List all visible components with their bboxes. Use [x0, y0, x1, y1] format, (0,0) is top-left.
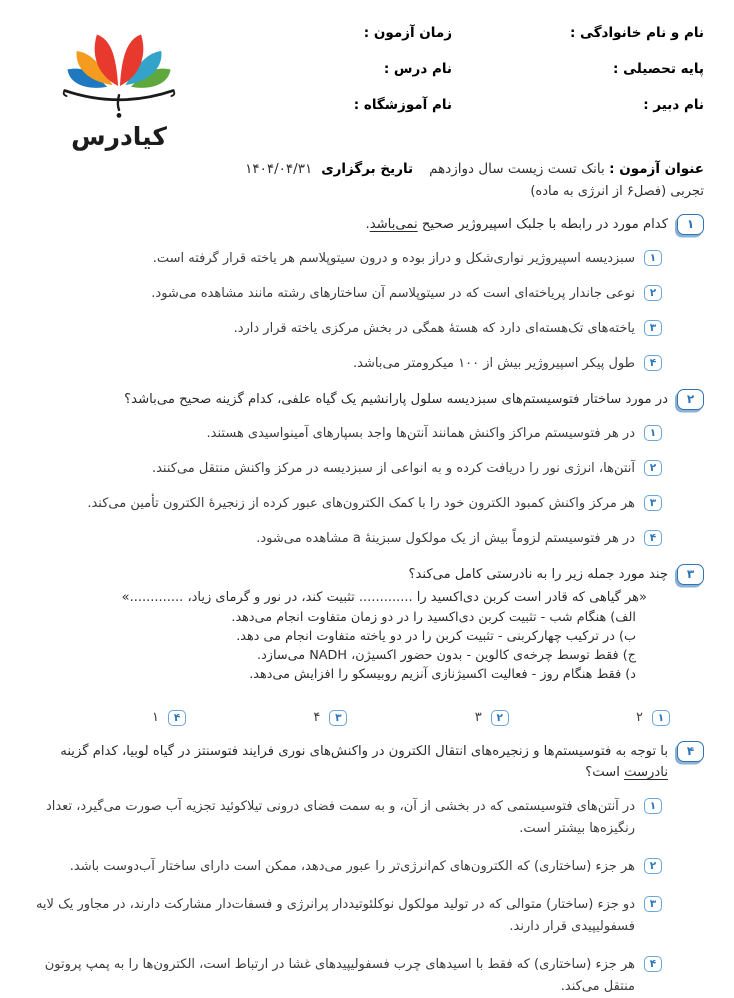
- option-text: هر جزء (ساختاری) که الکترون‌های کم‌انرژی‌تر را عبور می‌دهد، ممکن است دارای ساختار آب‌دوست باشد.: [69, 859, 635, 874]
- question-stem: با توجه به فتوسیستم‌ها و زنجیره‌های انتقال الکترون در واکنش‌های نوری فرایند فتوسنتز در گیاه لوبیا، کدام گزینه نادرست است؟: [60, 744, 668, 780]
- exam-title: [429, 161, 704, 177]
- header: [24, 16, 704, 151]
- header-fields-middle: [214, 16, 452, 116]
- option-number-badge: ۱: [652, 710, 670, 726]
- exam-title-line2: تجربی (فصل۶ از انرژی به ماده): [530, 184, 704, 199]
- option-3: [24, 493, 662, 514]
- option-1: [24, 423, 662, 444]
- option-number-badge: ۴: [644, 956, 662, 972]
- answer-option-2: [475, 708, 509, 726]
- option-number-badge: ۲: [644, 858, 662, 874]
- field-student-name: نام و نام خانوادگی :: [569, 25, 704, 41]
- option-text: هر مرکز واکنش کمبود الکترون خود را با کمک الکترون‌های عبور کرده از زنجیرهٔ الکترون تأمین می‌کند.: [87, 496, 635, 511]
- field-grade-level: پایه تحصیلی :: [613, 61, 704, 77]
- answer-value: ۴: [313, 709, 321, 725]
- question-stem: در مورد ساختار فتوسیستم‌های سبزدیسه سلول پارانشیم یک گیاه علفی، کدام گزینه صحیح می‌باشد؟: [124, 392, 668, 407]
- option-3: [24, 318, 662, 339]
- field-exam-time: زمان آزمون :: [363, 25, 452, 41]
- exam-title-value: بانک تست زیست سال دوازدهم: [429, 161, 605, 177]
- option-number-badge: ۲: [491, 710, 509, 726]
- question-number-badge: ۱: [677, 214, 704, 235]
- option-number-badge: ۴: [168, 710, 186, 726]
- option-4: [24, 528, 662, 549]
- exam-title-label: عنوان آزمون :: [609, 161, 704, 177]
- exam-date: [245, 161, 413, 177]
- option-number-badge: ۳: [644, 495, 662, 511]
- option-text: نوعی جاندار پریاخته‌ای است که در سیتوپلاسم آن ساختارهای رشته مانند مشاهده می‌شود.: [151, 286, 635, 301]
- answer-option-1: [636, 708, 670, 726]
- option-2: [24, 283, 662, 304]
- option-text: در آنتن‌های فتوسیستمی که در بخشی از آن، و به سمت فضای درونی تیلاکوئید تجزیه آب صورت می‌گیرد، تعداد رنگیزه‌ها بیشتر است.: [45, 799, 635, 836]
- option-text: دو جزء (ساختار) متوالی که در تولید مولکول نوکلئوتیددار پرانرژی و فسفات‌دار مشارکت دارند، در مجاور یک لایه فسفولیپیدی قرار دارند.: [35, 897, 635, 934]
- question-4: [24, 741, 704, 998]
- option-number-badge: ۳: [644, 320, 662, 336]
- item-be: ب) در ترکیب چهارکربنی - تثبیت کربن را در دو یاخته متفاوت انجام می دهد.: [236, 629, 636, 644]
- option-1: [24, 248, 662, 269]
- question-2: [24, 389, 704, 549]
- option-number-badge: ۱: [644, 798, 662, 814]
- option-text: آنتن‌ها، انرژی نور را دریافت کرده و به انواعی از سبزدیسه در مرکز واکنش منتقل می‌کنند.: [151, 461, 635, 476]
- question-1: [24, 214, 704, 374]
- question-stem: کدام مورد در رابطه با جلبک اسپیروژیر صحیح نمی‌باشد.: [365, 217, 668, 232]
- question-stem: چند مورد جمله زیر را به نادرستی کامل می‌کند؟: [408, 567, 668, 582]
- field-teacher-name: نام دبیر :: [643, 97, 704, 113]
- exam-title-block: [24, 161, 704, 199]
- answer-value: ۲: [636, 709, 643, 725]
- option-number-badge: ۱: [644, 425, 662, 441]
- option-number-badge: ۱: [644, 250, 662, 266]
- question-number-badge: ۲: [677, 389, 704, 410]
- question-items: [24, 608, 636, 684]
- item-dal: د) فقط هنگام روز - فعالیت اکسیژنازی آنزیم روبیسکو را افزایش می‌دهد.: [249, 667, 636, 682]
- option-4: [24, 954, 662, 998]
- option-3: [24, 894, 662, 938]
- exam-date-label: تاریخ برگزاری: [321, 161, 414, 177]
- exam-date-value: ۱۴۰۴/۰۴/۳۱: [245, 161, 313, 177]
- open-book-icon: [58, 28, 180, 120]
- item-alef: الف) هنگام شب - تثبیت کربن دی‌اکسید را در دو زمان متفاوت انجام می‌دهد.: [231, 610, 636, 625]
- answer-option-4: [152, 708, 186, 726]
- option-text: یاخته‌های تک‌هسته‌ای دارد که هستهٔ همگی در بخش مرکزی یاخته قرار دارد.: [233, 321, 635, 336]
- option-text: هر جزء (ساختاری) که فقط با اسیدهای چرب فسفولیپیدهای غشا در ارتباط است، الکترون‌ها را به پمپ پروتون منتقل می‌کند.: [44, 957, 635, 994]
- option-1: [24, 796, 662, 840]
- answer-option-3: [313, 708, 347, 726]
- header-fields-right: [452, 16, 704, 116]
- logo: [24, 16, 214, 151]
- option-text: طول پیکر اسپیروژیر بیش از ۱۰۰ میکرومتر می‌باشد.: [353, 356, 635, 371]
- answer-value: ۱: [152, 709, 160, 725]
- option-number-badge: ۴: [644, 530, 662, 546]
- answers-row: [152, 708, 670, 726]
- option-number-badge: ۴: [644, 355, 662, 371]
- option-text: در هر فتوسیستم لزوماً بیش از یک مولکول سبزینهٔ a مشاهده می‌شود.: [256, 531, 635, 546]
- option-4: [24, 353, 662, 374]
- answer-value: ۳: [474, 709, 482, 725]
- question-number-badge: ۴: [677, 741, 704, 762]
- option-number-badge: ۳: [329, 710, 347, 726]
- option-text: سبزدیسه اسپیروژیر نواری‌شکل و دراز بوده و درون سیتوپلاسم هر یاخته قرار گرفته است.: [152, 251, 635, 266]
- field-course-name: نام درس :: [383, 61, 452, 77]
- question-number-badge: ۳: [677, 564, 704, 585]
- option-number-badge: ۳: [644, 896, 662, 912]
- logo-wordmark: کیادرس: [71, 122, 167, 151]
- question-quote: «هر گیاهی که قادر است کربن دی‌اکسید را ............. تثبیت کند، در نور و گرمای زیاد، .............»: [121, 590, 647, 605]
- option-2: [24, 458, 662, 479]
- option-number-badge: ۲: [644, 285, 662, 301]
- question-3: [24, 564, 704, 726]
- field-school-name: نام آموزشگاه :: [353, 97, 452, 113]
- option-text: در هر فتوسیستم مراکز واکنش همانند آنتن‌ها واجد بسپارهای آمینواسیدی هستند.: [206, 426, 635, 441]
- option-number-badge: ۲: [644, 460, 662, 476]
- item-jim: ج) فقط توسط چرخه‌ی کالوین - بدون حضور اکسیژن، NADH می‌سازد.: [257, 648, 636, 663]
